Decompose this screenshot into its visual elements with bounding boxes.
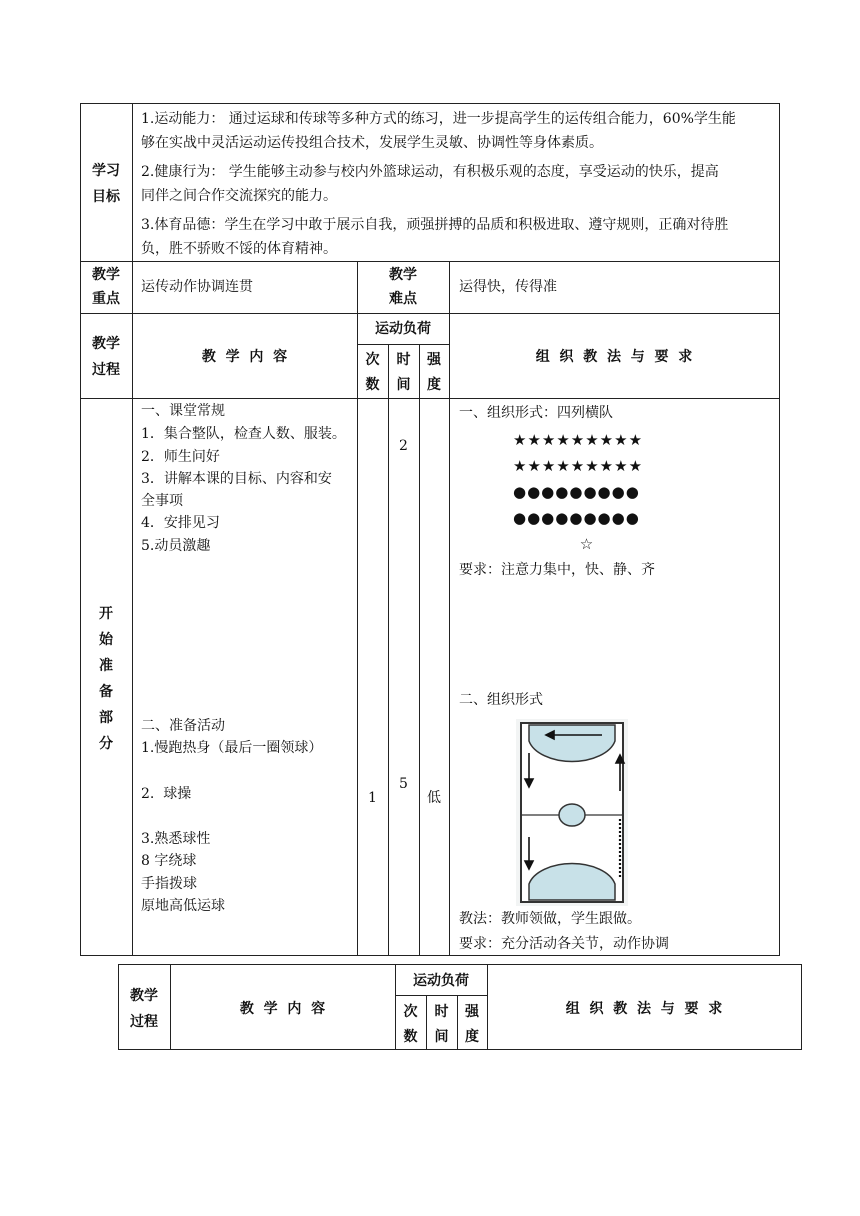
student-row-stars: ★★★★★★★★★ [513,431,644,449]
content-line: 2. 球操 [141,786,192,802]
difficulty-label-line1: 教学 [389,267,417,283]
times-header-line1: 次 [403,1004,418,1020]
intensity-header-line2: 度 [465,1029,479,1045]
duration-header-line1: 时 [396,352,411,368]
intensity-value: 低 [427,790,441,806]
objective-line: 3.体育品德：学生在学习中敢于展示自我，顽强拼搏的品质和积极进取、遵守规则，正确对待胜 [141,217,729,233]
keypoint-label-line1: 教学 [92,267,120,283]
intensity-header-line1: 强 [465,1004,479,1020]
process-label-line2: 过程 [92,362,120,378]
objective-line: 2.健康行为： 学生能够主动参与校内外篮球运动，有积极乐观的态度，享受运动的快乐，提高 [141,164,719,180]
content-line: 原地高低运球 [141,898,225,914]
keypoint-value: 运传动作协调连贯 [141,279,253,295]
method-line: 要求：充分活动各关节，动作协调 [459,936,669,952]
objective-line: 够在实战中灵活运动运传投组合技术，发展学生灵敏、协调性等身体素质。 [141,135,603,151]
intensity-header-line1: 强 [427,352,441,368]
content-line: 5.动员激趣 [141,538,211,554]
content-line: 3．讲解本课的目标、内容和安 [141,471,332,487]
load-header: 运动负荷 [375,321,431,337]
difficulty-label-line2: 难点 [389,291,417,307]
section-name-char: 开 [99,606,113,622]
content-line: 4．安排见习 [141,515,220,531]
student-row-dots: ●●●●●●●●● [513,509,640,527]
difficulty-value: 运得快，传得准 [459,279,557,295]
objective-line: 同伴之间合作交流探究的能力。 [141,188,337,204]
content-line: 一、课堂常规 [141,403,225,419]
load-header: 运动负荷 [413,973,469,989]
times-header-line1: 次 [365,352,380,368]
duration-value: 5 [399,776,408,792]
process-label-line1: 教学 [130,988,158,1004]
intensity-header-line2: 度 [427,377,441,393]
method-line: 一、组织形式：四列横队 [459,405,613,421]
content-line: 8 字绕球 [141,853,197,869]
section-name-char: 分 [99,736,113,752]
method-line: 教法：教师领做，学生跟做。 [459,911,641,927]
objective-line: 负，胜不骄败不馁的体育精神。 [141,241,337,257]
keypoint-label-line2: 重点 [92,291,120,307]
duration-value: 2 [399,438,408,454]
content-line: 1.慢跑热身（最后一圈领球） [141,740,323,756]
court-center-circle [559,804,585,826]
process-label-line2: 过程 [130,1014,158,1030]
duration-header-line2: 间 [396,377,411,393]
times-header-line2: 数 [365,377,380,393]
method-line: 二、组织形式 [459,692,543,708]
section-name-char: 备 [99,684,113,700]
times-value: 1 [368,790,377,806]
duration-header-line1: 时 [434,1004,449,1020]
times-header-line2: 数 [403,1029,418,1045]
objective-line: 1.运动能力： 通过运球和传球等多种方式的练习，进一步提高学生的运传组合能力，60%学生能 [141,111,736,127]
content-line: 手指拨球 [141,876,197,892]
content-line: 二、准备活动 [141,718,225,734]
method-header: 组 织 教 法 与 要 求 [535,349,693,365]
content-line: 1．集合整队，检查人数、服装。 [141,426,346,442]
content-line: 2．师生问好 [141,449,220,465]
process-label-line1: 教学 [92,336,120,352]
section-name-char: 始 [99,632,113,648]
objectives-label-line2: 目标 [92,189,120,205]
section-name-char: 准 [99,658,113,674]
content-header: 教 学 内 容 [201,349,288,365]
method-header: 组 织 教 法 与 要 求 [565,1001,723,1017]
teacher-star-icon: ☆ [579,535,595,553]
content-header: 教 学 内 容 [239,1001,326,1017]
student-row-dots: ●●●●●●●●● [513,483,640,501]
content-line: 全事项 [141,493,183,509]
content-line: 3.熟悉球性 [141,831,211,847]
court-diagram [516,719,628,906]
section-name-char: 部 [99,710,113,726]
objectives-label-line1: 学习 [92,163,120,179]
method-line: 要求：注意力集中，快、静、齐 [459,562,655,578]
student-row-stars: ★★★★★★★★★ [513,457,644,475]
duration-header-line2: 间 [434,1029,449,1045]
